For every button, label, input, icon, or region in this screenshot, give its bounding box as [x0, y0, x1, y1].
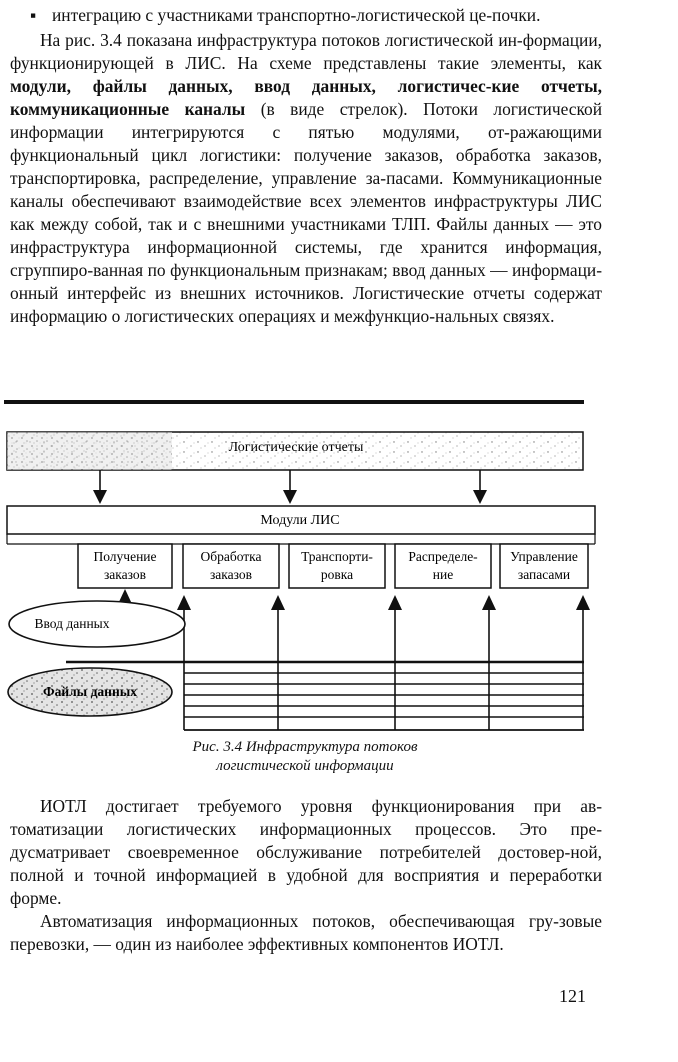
module-box-orders	[78, 544, 172, 588]
paragraph-iotl: ИОТЛ достигает требуемого уровня функционирования при ав-томатизации логистических информационных процессов. Это пре-дусматривает своевременное обслуживание потребителей достовер-ной, полной и точной информацией в удобной для восприятия и переработки форме.	[10, 796, 602, 908]
figure-caption	[0, 738, 610, 776]
section-divider	[4, 400, 584, 404]
module-processing-line1: Обработка	[200, 549, 262, 564]
logistic-reports-box	[7, 432, 583, 470]
page-number: 121	[559, 986, 586, 1006]
data-files-label: Файлы данных	[42, 684, 138, 699]
paragraph-automation: Автоматизация информационных потоков, обеспечивающая гру-зовые перевозки, — один из наиболее эффективных компонентов ИОТЛ.	[10, 911, 602, 954]
paragraph1-part1: На рис. 3.4 показана инфраструктура потоков логистической ин-формации, функционирующей в ЛИС. На схеме представлены такие элементы, как	[10, 30, 602, 73]
module-box-transport	[289, 544, 385, 588]
module-distribution-line2: ние	[432, 567, 454, 582]
module-orders-line2: заказов	[103, 567, 147, 582]
bullet-text: интеграцию с участниками транспортно-логистической це-почки.	[52, 5, 541, 25]
data-input-label: Ввод данных	[34, 616, 110, 631]
module-box-inventory	[500, 544, 588, 588]
data-input-ellipse	[9, 601, 185, 647]
reports-label: Логистические отчеты	[228, 440, 364, 455]
data-files-ellipse	[8, 668, 172, 716]
paragraph1-part2: (в виде стрелок). Потоки логистической информации интегрируются с пятью модулями, от-ражающими функциональный цикл логистики: получение заказов, обработка заказов, транспортировка, распределение, управление за-пасами. Коммуникационные каналы обеспечивают взаимодействие всех элементов инфраструктуры ЛИС как между собой, так и с внешними участниками ТЛП. Файлы данных — это инфраструктура информационной системы, где хранится информация, сгруппиро-ванная по функциональным признакам; ввод данных — информаци-онный интерфейс из внешних источников. Логистические отчеты содержат информацию о логистических операциях и межфункцио-нальных связях.	[10, 99, 603, 326]
bullet-marker: ▪	[30, 5, 37, 25]
top-text-block	[10, 4, 602, 328]
report-to-modules-arrows	[93, 470, 487, 504]
bullet-item	[10, 4, 602, 27]
lis-modules-box	[7, 506, 595, 534]
paragraph1-bold-terms: модули, файлы данных, ввод данных, логистичес-кие отчеты, коммуникационные каналы	[10, 76, 602, 119]
module-orders-line1: Получение	[93, 549, 157, 564]
caption-line2: логистической информации	[216, 758, 394, 774]
module-inventory-line1: Управление	[510, 549, 578, 564]
infrastructure-diagram	[0, 420, 610, 740]
module-transport-line2: ровка	[320, 567, 354, 582]
module-box-distribution	[395, 544, 491, 588]
module-box-processing	[183, 544, 279, 588]
module-processing-line2: заказов	[209, 567, 253, 582]
data-flow-arrows	[118, 589, 590, 730]
module-transport-line1: Транспорти-	[301, 549, 373, 564]
paragraph-infrastructure	[10, 29, 602, 328]
bottom-text-block	[10, 795, 602, 956]
module-distribution-line1: Распределе-	[408, 549, 478, 564]
module-inventory-line2: запасами	[517, 567, 571, 582]
caption-line1: Рис. 3.4 Инфраструктура потоков	[192, 739, 418, 755]
modules-label: Модули ЛИС	[260, 513, 340, 528]
